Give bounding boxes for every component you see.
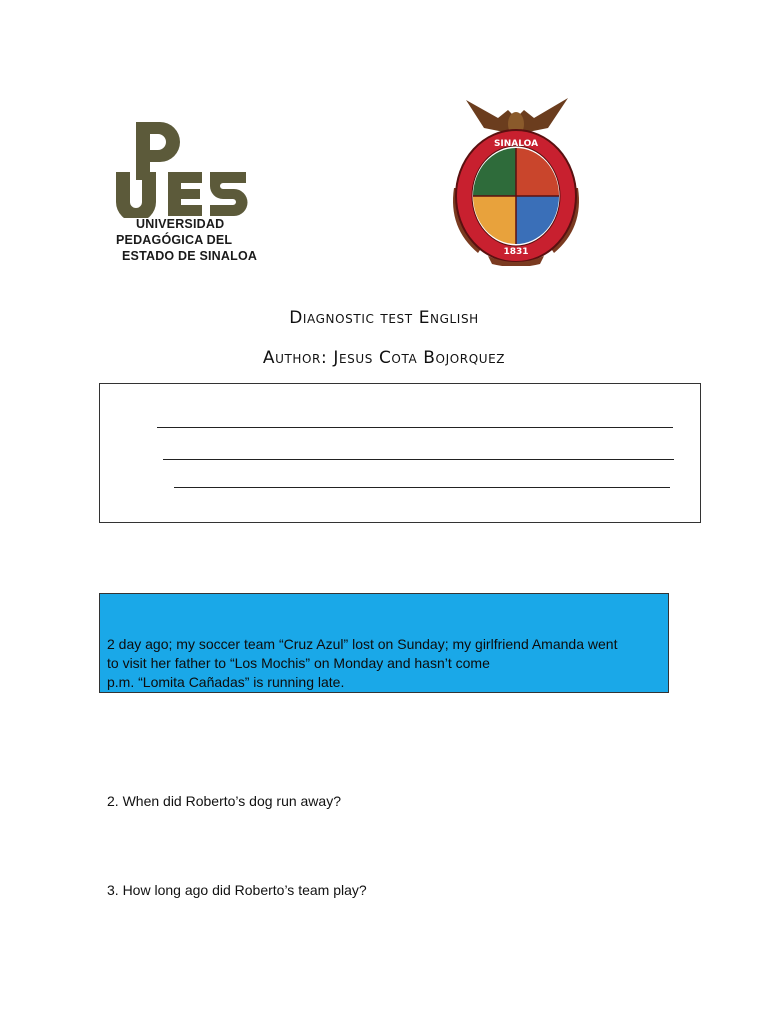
blank-line-2 (163, 459, 674, 460)
sinaloa-seal (448, 88, 584, 266)
blank-line-1 (157, 427, 673, 428)
seal-graphic (448, 88, 584, 266)
upes-logo-text (116, 216, 257, 264)
upes-line-3: ESTADO DE SINALOA (122, 249, 258, 263)
document-author: Author: Jesus Cota Bojorquez (262, 348, 506, 368)
reading-passage-box (99, 593, 669, 693)
passage-line-3: p.m. “Lomita Cañadas” is running late. (107, 674, 345, 690)
upes-letters-graphic (112, 118, 282, 218)
seal-top-text: SINALOA (493, 139, 539, 149)
seal-bottom-text: 1831 (503, 247, 529, 257)
question-2: 2. When did Roberto’s dog run away? (107, 793, 341, 809)
upes-logo (112, 118, 282, 268)
blank-line-3 (174, 487, 670, 488)
upes-line-2: PEDAGÓGICA DEL (116, 233, 233, 247)
document-title: Diagnostic test English (289, 308, 479, 328)
passage-line-2: to visit her father to “Los Mochis” on Monday and hasn’t come (107, 655, 490, 671)
upes-line-1: UNIVERSIDAD (136, 217, 225, 231)
reading-passage-text (107, 635, 667, 692)
student-info-box (99, 383, 701, 523)
passage-line-1: 2 day ago; my soccer team “Cruz Azul” lost on Sunday; my girlfriend Amanda went (107, 636, 618, 652)
question-3: 3. How long ago did Roberto’s team play? (107, 882, 367, 898)
